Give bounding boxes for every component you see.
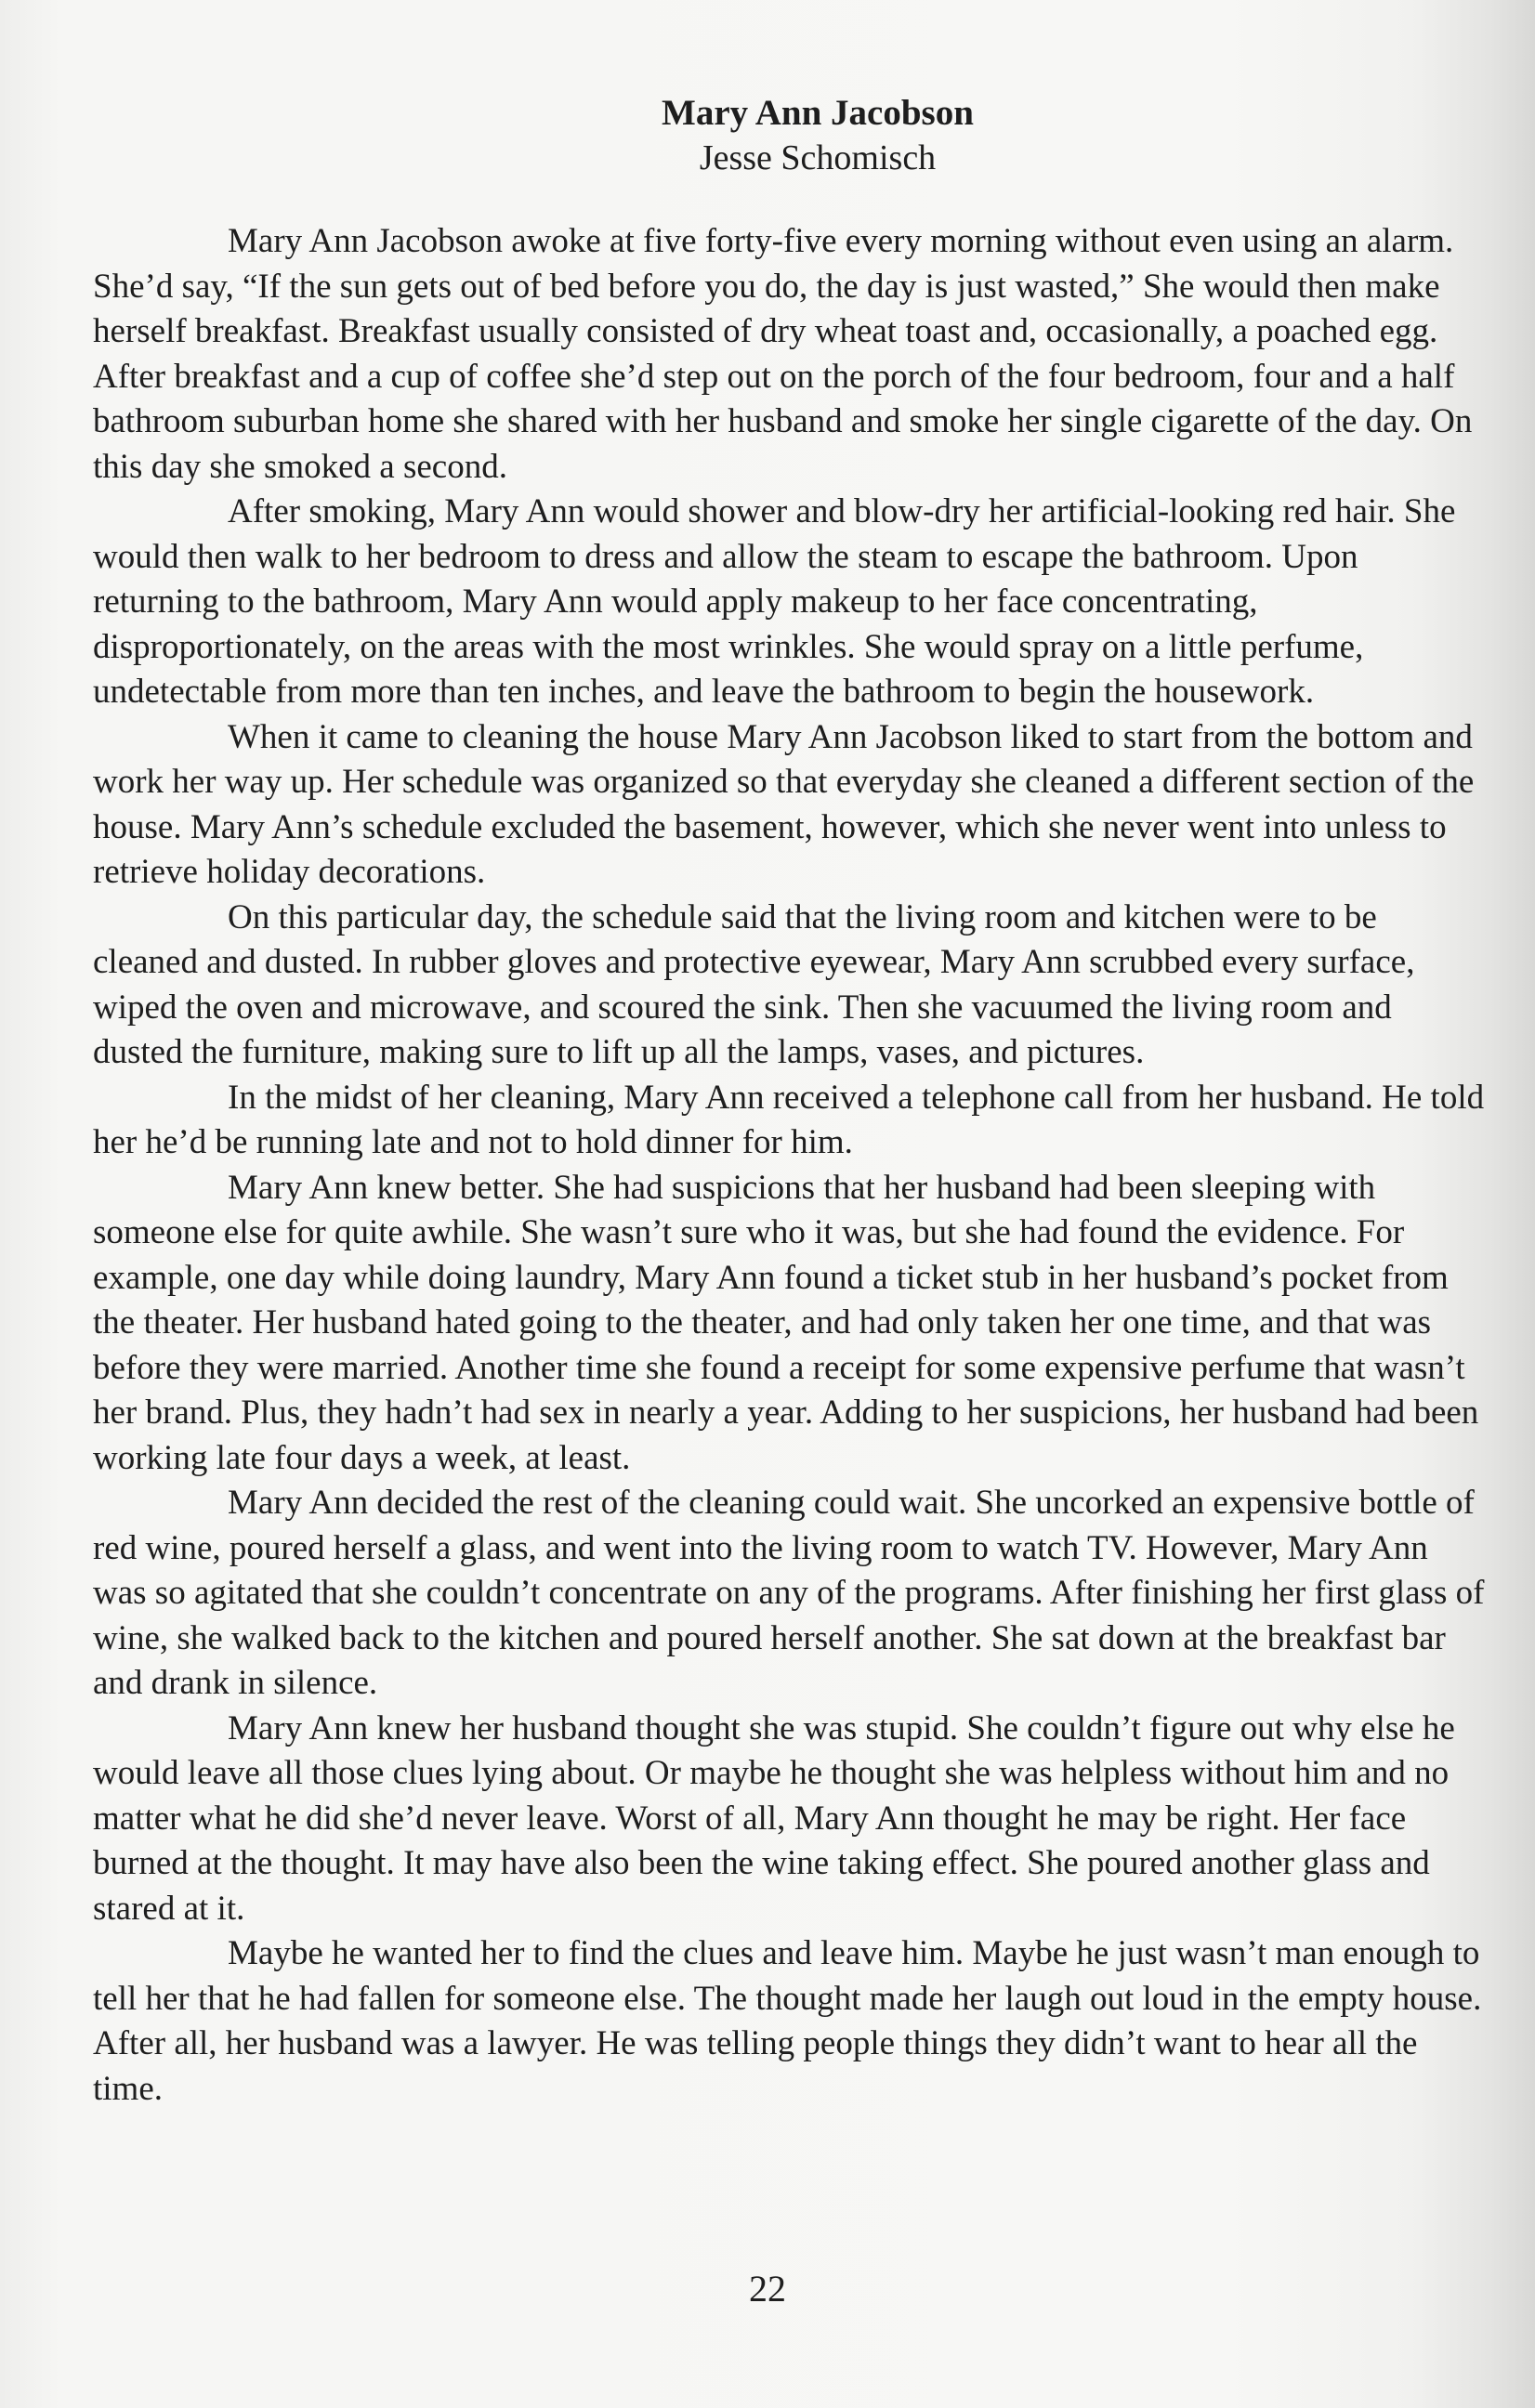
story-author: Jesse Schomisch (699, 138, 937, 177)
story-content (93, 91, 1487, 2112)
paragraph: On this particular day, the schedule said that the living room and kitchen were to be cleaned and dusted. In rubber gloves and protective eyewear, Mary Ann scrubbed every surface, wiped the oven and microwave, and scoured the sink. Then she vacuumed the living room and dusted the furniture, making sure to lift up all the lamps, vases, and pictures. (93, 897, 1415, 1071)
story-body (93, 219, 1487, 2112)
paragraph: Mary Ann knew her husband thought she was stupid. She couldn’t figure out why else he would leave all those clues lying about. Or maybe he thought she was helpless without him and no matter what he did she’d never leave. Worst of all, Mary Ann thought he may be right. Her face burned at the thought. It may have also been the wine taking effect. She poured another glass and stared at it. (93, 1708, 1455, 1928)
paragraph: After smoking, Mary Ann would shower and blow-dry her artificial-looking red hair. She would then walk to her bedroom to dress and allow the steam to escape the bathroom. Upon returning to the bathroom, Mary Ann would apply makeup to her face concentrating, disproportionately, on the areas with the most wrinkles. She would spray on a little perfume, undetectable from more than ten inches, and leave the bathroom to begin the housework. (93, 492, 1456, 711)
page-number: 22 (749, 2268, 786, 2310)
paragraph: Maybe he wanted her to find the clues and leave him. Maybe he just wasn’t man enough to tell her that he had fallen for someone else. The thought made her laugh out loud in the empty house. After all, her husband was a lawyer. He was telling people things they didn’t want to hear all the time. (93, 1934, 1482, 2108)
story-title: Mary Ann Jacobson (662, 93, 974, 133)
paragraph: Mary Ann Jacobson awoke at five forty-five every morning without even using an alarm. She’d say, “If the sun gets out of bed before you do, the day is just wasted,” She would then make herself breakfast. Breakfast usually consisted of dry wheat toast and, occasionally, a poached egg. After breakfast and a cup of coffee she’d step out on the porch of the four bedroom, four and a half bathroom suburban home she shared with her husband and smoke her single cigarette of the day. On this day she smoked a second. (93, 222, 1473, 486)
paragraph: Mary Ann decided the rest of the cleaning could wait. She uncorked an expensive bottle of red wine, poured herself a glass, and went into the living room to watch TV. However, Mary Ann was so agitated that she couldn’t concentrate on any of the programs. After finishing her first glass of wine, she walked back to the kitchen and poured herself another. She sat down at the breakfast bar and drank in silence. (93, 1484, 1485, 1702)
paragraph: Mary Ann knew better. She had suspicions that her husband had been sleeping with someone else for quite awhile. She wasn’t sure who it was, but she had found the evidence. For example, one day while doing laundry, Mary Ann found a ticket stub in her husband’s pocket from the theater. Her husband hated going to the theater, and had only taken her one time, and that was before they were married. Another time she found a receipt for some expensive perfume that wasn’t her brand. Plus, they hadn’t had sex in nearly a year. Adding to her suspicions, her husband had been working late four days a week, at least. (93, 1168, 1479, 1477)
paragraph: In the midst of her cleaning, Mary Ann received a telephone call from her husband. He told her he’d be running late and not to hold dinner for him. (93, 1078, 1485, 1161)
paragraph: When it came to cleaning the house Mary Ann Jacobson liked to start from the bottom and work her way up. Her schedule was organized so that everyday she cleaned a different section of the house. Mary Ann’s schedule excluded the basement, however, which she never went into unless to retrieve holiday decorations. (93, 717, 1475, 891)
